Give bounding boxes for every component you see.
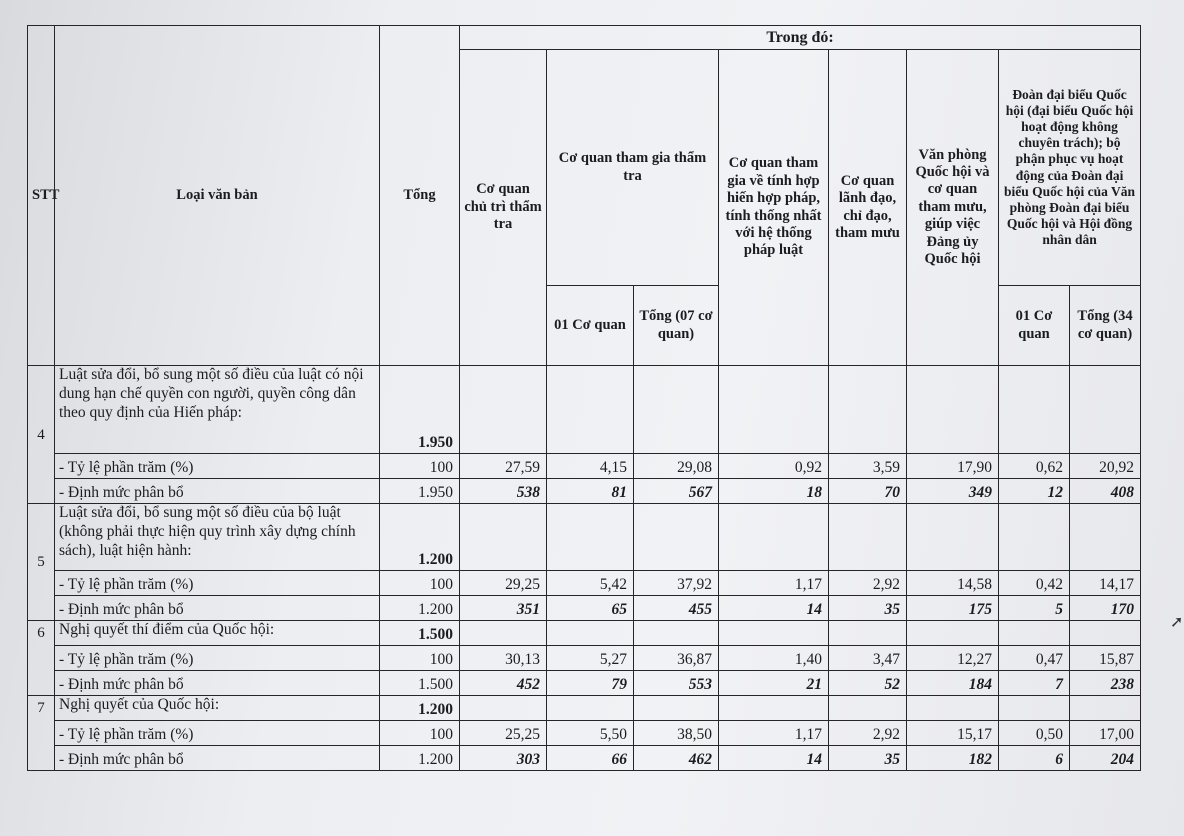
cell: 175 bbox=[907, 596, 999, 621]
allocation-table bbox=[27, 25, 1141, 771]
header-stt: STT bbox=[28, 26, 55, 366]
cell: 0,50 bbox=[999, 721, 1070, 746]
row-stt: 5 bbox=[28, 504, 55, 621]
ty-le-label: - Tỷ lệ phần trăm (%) bbox=[55, 646, 380, 671]
ty-le-label: - Tỷ lệ phần trăm (%) bbox=[55, 721, 380, 746]
cell: 0,62 bbox=[999, 454, 1070, 479]
table-row bbox=[28, 596, 1141, 621]
cell: 538 bbox=[460, 479, 547, 504]
cell: 100 bbox=[380, 721, 460, 746]
cell: 29,25 bbox=[460, 571, 547, 596]
cell: 14 bbox=[719, 746, 829, 771]
cell: 0,47 bbox=[999, 646, 1070, 671]
ty-le-label: - Tỷ lệ phần trăm (%) bbox=[55, 571, 380, 596]
cell: 79 bbox=[547, 671, 634, 696]
header-co-quan-chu-tri: Cơ quan chủ trì thẩm tra bbox=[460, 50, 547, 366]
header-co-quan-hop-hien: Cơ quan tham gia về tính hợp hiến hợp pháp, tính thống nhất với hệ thống pháp luật bbox=[719, 50, 829, 366]
cell: 238 bbox=[1070, 671, 1141, 696]
cell: 5,50 bbox=[547, 721, 634, 746]
cell: 20,92 bbox=[1070, 454, 1141, 479]
header-tham-gia-tong: Tổng (07 cơ quan) bbox=[634, 286, 719, 366]
table-row bbox=[28, 671, 1141, 696]
cell: 25,25 bbox=[460, 721, 547, 746]
cell: 14,17 bbox=[1070, 571, 1141, 596]
cell: 15,87 bbox=[1070, 646, 1141, 671]
table-row bbox=[28, 571, 1141, 596]
cell: 1.200 bbox=[380, 596, 460, 621]
cell: 7 bbox=[999, 671, 1070, 696]
cell: 0,92 bbox=[719, 454, 829, 479]
cell: 462 bbox=[634, 746, 719, 771]
dinh-muc-label: - Định mức phân bổ bbox=[55, 596, 380, 621]
cell: 18 bbox=[719, 479, 829, 504]
cell: 408 bbox=[1070, 479, 1141, 504]
cell: 6 bbox=[999, 746, 1070, 771]
row-name: Luật sửa đổi, bổ sung một số điều của luật có nội dung hạn chế quyền con người, quyền công dân theo quy định của Hiến pháp: bbox=[55, 366, 380, 454]
table-row bbox=[28, 454, 1141, 479]
cell: 52 bbox=[829, 671, 907, 696]
cell: 66 bbox=[547, 746, 634, 771]
header-doan-dbqh: Đoàn đại biểu Quốc hội (đại biểu Quốc hội hoạt động không chuyên trách); bộ phận phục vụ hoạt động của Đoàn đại biểu Quốc hội của Văn phòng Đoàn đại biểu Quốc hội và Hội đồng nhân dân bbox=[999, 50, 1141, 286]
cell: 452 bbox=[460, 671, 547, 696]
row-total: 1.200 bbox=[380, 696, 460, 721]
cell: 351 bbox=[460, 596, 547, 621]
cell: 2,92 bbox=[829, 571, 907, 596]
cell: 14 bbox=[719, 596, 829, 621]
header-tham-gia-01: 01 Cơ quan bbox=[547, 286, 634, 366]
row-name: Nghị quyết của Quốc hội: bbox=[55, 696, 380, 721]
row-stt: 4 bbox=[28, 366, 55, 504]
table-row bbox=[28, 746, 1141, 771]
cell: 182 bbox=[907, 746, 999, 771]
dinh-muc-label: - Định mức phân bổ bbox=[55, 671, 380, 696]
row-total: 1.200 bbox=[380, 504, 460, 571]
cell: 455 bbox=[634, 596, 719, 621]
cell: 100 bbox=[380, 571, 460, 596]
arrow-mark-icon: ➚ bbox=[1170, 614, 1184, 631]
cell: 1,17 bbox=[719, 721, 829, 746]
cell: 38,50 bbox=[634, 721, 719, 746]
header-doan-tong: Tổng (34 cơ quan) bbox=[1070, 286, 1141, 366]
cell: 12,27 bbox=[907, 646, 999, 671]
cell: 1.950 bbox=[380, 479, 460, 504]
cell: 17,00 bbox=[1070, 721, 1141, 746]
ty-le-label: - Tỷ lệ phần trăm (%) bbox=[55, 454, 380, 479]
cell: 567 bbox=[634, 479, 719, 504]
cell: 81 bbox=[547, 479, 634, 504]
row-stt: 7 bbox=[28, 696, 55, 771]
cell: 17,90 bbox=[907, 454, 999, 479]
dinh-muc-label: - Định mức phân bổ bbox=[55, 479, 380, 504]
cell: 5,42 bbox=[547, 571, 634, 596]
cell: 1.500 bbox=[380, 671, 460, 696]
row-name: Luật sửa đổi, bổ sung một số điều của bộ luật (không phải thực hiện quy trình xây dựng chính sách), luật hiện hành: bbox=[55, 504, 380, 571]
cell: 35 bbox=[829, 746, 907, 771]
cell: 0,42 bbox=[999, 571, 1070, 596]
cell: 21 bbox=[719, 671, 829, 696]
cell: 5,27 bbox=[547, 646, 634, 671]
row-total: 1.950 bbox=[380, 366, 460, 454]
header-loai-van-ban: Loại văn bản bbox=[55, 26, 380, 366]
cell: 3,59 bbox=[829, 454, 907, 479]
cell: 3,47 bbox=[829, 646, 907, 671]
cell: 100 bbox=[380, 646, 460, 671]
cell: 37,92 bbox=[634, 571, 719, 596]
cell: 15,17 bbox=[907, 721, 999, 746]
cell: 4,15 bbox=[547, 454, 634, 479]
cell: 1,17 bbox=[719, 571, 829, 596]
header-trong-do: Trong đó: bbox=[460, 26, 1141, 50]
cell: 35 bbox=[829, 596, 907, 621]
header-tong: Tổng bbox=[380, 26, 460, 366]
dinh-muc-label: - Định mức phân bổ bbox=[55, 746, 380, 771]
cell: 553 bbox=[634, 671, 719, 696]
row-name: Nghị quyết thí điểm của Quốc hội: bbox=[55, 621, 380, 646]
table-row bbox=[28, 721, 1141, 746]
table-row bbox=[28, 479, 1141, 504]
cell: 12 bbox=[999, 479, 1070, 504]
cell: 70 bbox=[829, 479, 907, 504]
cell: 14,58 bbox=[907, 571, 999, 596]
row-stt: 6 bbox=[28, 621, 55, 696]
cell: 2,92 bbox=[829, 721, 907, 746]
cell: 204 bbox=[1070, 746, 1141, 771]
row-total: 1.500 bbox=[380, 621, 460, 646]
cell: 303 bbox=[460, 746, 547, 771]
cell: 1.200 bbox=[380, 746, 460, 771]
table-row bbox=[28, 646, 1141, 671]
cell: 349 bbox=[907, 479, 999, 504]
header-doan-01: 01 Cơ quan bbox=[999, 286, 1070, 366]
header-co-quan-tham-gia: Cơ quan tham gia thẩm tra bbox=[547, 50, 719, 286]
cell: 30,13 bbox=[460, 646, 547, 671]
cell: 27,59 bbox=[460, 454, 547, 479]
cell: 184 bbox=[907, 671, 999, 696]
header-van-phong-qh: Văn phòng Quốc hội và cơ quan tham mưu, giúp việc Đảng ủy Quốc hội bbox=[907, 50, 999, 366]
cell: 100 bbox=[380, 454, 460, 479]
header-co-quan-lanh-dao: Cơ quan lãnh đạo, chỉ đạo, tham mưu bbox=[829, 50, 907, 366]
cell: 1,40 bbox=[719, 646, 829, 671]
cell: 36,87 bbox=[634, 646, 719, 671]
cell: 65 bbox=[547, 596, 634, 621]
cell: 29,08 bbox=[634, 454, 719, 479]
cell: 5 bbox=[999, 596, 1070, 621]
cell: 170 bbox=[1070, 596, 1141, 621]
